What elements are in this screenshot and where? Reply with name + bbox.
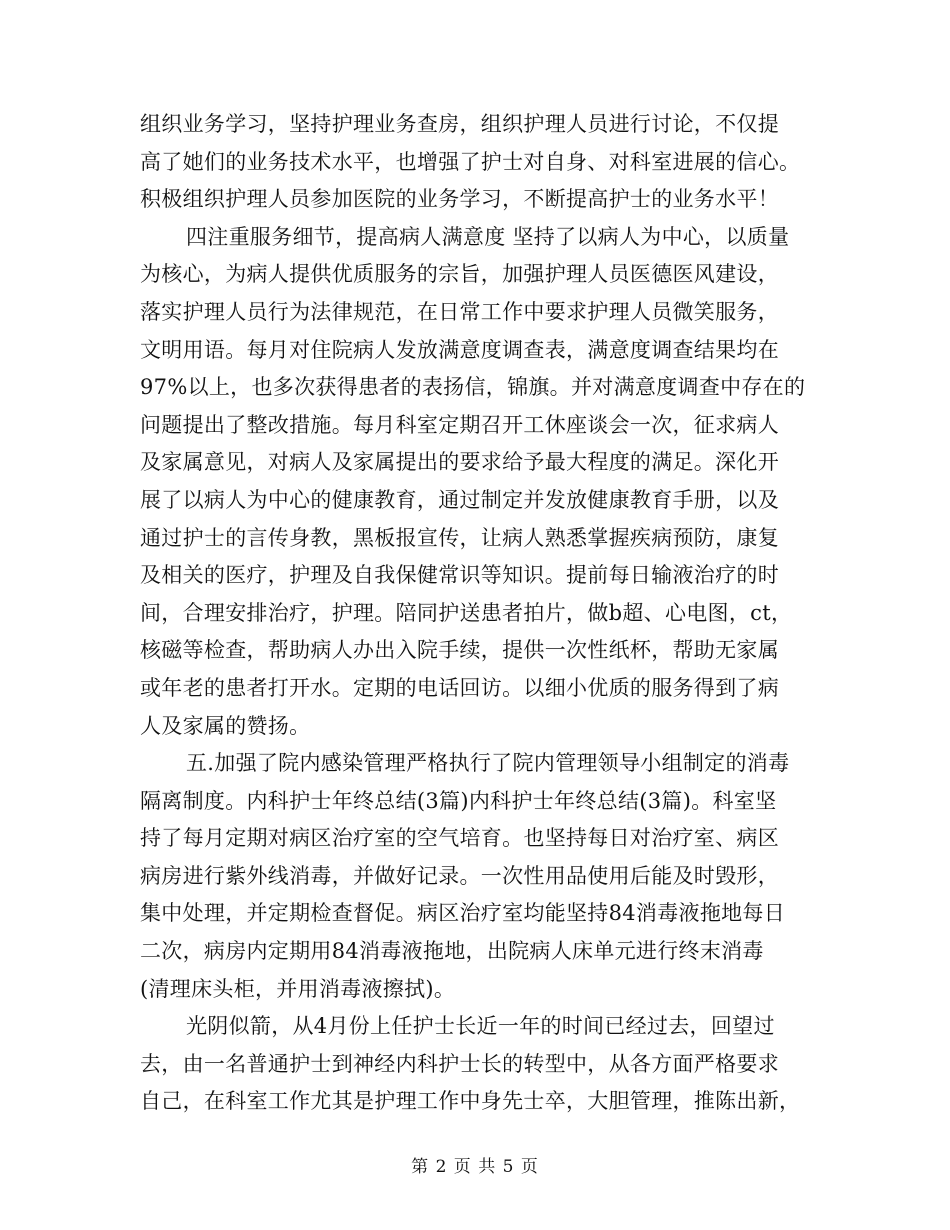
page-number-footer: 第 2 页 共 5 页 [411, 1157, 539, 1177]
text-line: 及家属意见，对病人及家属提出的要求给予最大程度的满足。深化开 [140, 450, 779, 475]
text-line: 高了她们的业务技术水平，也增强了护士对自身、对科室进展的信心。 [140, 149, 801, 174]
text-line: 二次，病房内定期用84消毒液拖地，出院病人床单元进行终末消毒 [140, 939, 764, 964]
text-line: 隔离制度。内科护士年终总结(3篇)内科护士年终总结(3篇)。科室坚 [140, 788, 777, 813]
text-line: 去，由一名普通护士到神经内科护士长的转型中，从各方面严格要求 [140, 1051, 779, 1076]
text-line: 文明用语。每月对住院病人发放满意度调查表，满意度调查结果均在 [140, 337, 779, 362]
document-body [140, 106, 810, 1121]
text-line: 通过护士的言传身教，黑板报宣传，让病人熟悉掌握疾病预防，康复 [140, 525, 779, 550]
text-line: 及相关的医疗，护理及自我保健常识等知识。提前每日输液治疗的时 [140, 563, 779, 588]
text-line: 组织业务学习，坚持护理业务查房，组织护理人员进行讨论，不仅提 [140, 112, 779, 136]
text-line: (清理床头柜，并用消毒液擦拭)。 [140, 976, 456, 1001]
text-line: 自己，在科室工作尤其是护理工作中身先士卒，大胆管理，推陈出新， [140, 1089, 801, 1114]
text-line: 集中处理，并定期检查督促。病区治疗室均能坚持84消毒液拖地每日 [140, 901, 786, 926]
paragraph-start-line: 光阴似箭，从4月份上任护士长近一年的时间已经过去，回望过 [186, 1014, 775, 1039]
paragraph-start-line: 四注重服务细节，提高病人满意度 坚持了以病人为中心，以质量 [186, 224, 790, 249]
text-line: 97%以上，也多次获得患者的表扬信，锦旗。并对满意度调查中存在的 [140, 375, 806, 400]
text-line: 为核心，为病人提供优质服务的宗旨，加强护理人员医德医风建设， [140, 262, 779, 287]
text-line: 持了每月定期对病区治疗室的空气培育。也坚持每日对治疗室、病区 [140, 826, 779, 851]
text-line: 积极组织护理人员参加医院的业务学习，不断提高护士的业务水平！ [140, 187, 779, 212]
text-line: 人及家属的赞扬。 [140, 713, 311, 738]
text-line: 间，合理安排治疗，护理。陪同护送患者拍片，做b超、心电图，ct， [140, 600, 793, 625]
text-line: 核磁等检查，帮助病人办出入院手续，提供一次性纸杯，帮助无家属 [140, 638, 779, 663]
text-line: 展了以病人为中心的健康教育，通过制定并发放健康教育手册，以及 [140, 487, 779, 512]
paragraph-start-line: 五.加强了院内感染管理严格执行了院内管理领导小组制定的消毒 [186, 751, 790, 776]
text-line: 落实护理人员行为法律规范，在日常工作中要求护理人员微笑服务， [140, 299, 779, 324]
text-line: 病房进行紫外线消毒，并做好记录。一次性用品使用后能及时毁形， [140, 863, 779, 888]
text-line: 问题提出了整改措施。每月科室定期召开工休座谈会一次，征求病人 [140, 412, 779, 437]
text-line: 或年老的患者打开水。定期的电话回访。以细小优质的服务得到了病 [140, 675, 779, 700]
